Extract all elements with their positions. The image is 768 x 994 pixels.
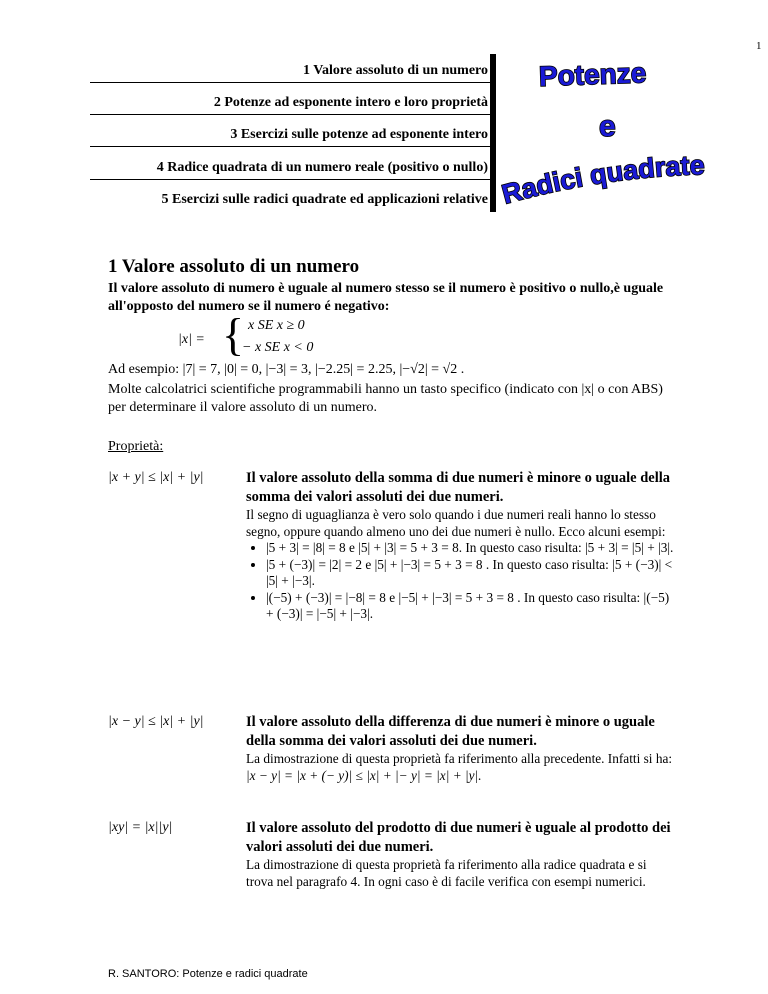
example-item: • |5 + 3| = |8| = 8 e |5| + |3| = 5 + 3 = 8. In questo caso risulta: |5 + 3| = |5| + |3|. <box>266 540 676 557</box>
property-3-body: La dimostrazione di questa proprietà fa riferimento alla radice quadrata e si trova nel paragrafo 4. In ogni caso è di facile verifica con esempi numerici. <box>246 857 647 889</box>
definition-text: Il valore assoluto di numero è uguale al numero stesso se il numero è positivo o nullo,è uguale all'opposto del numero se il numero é negativo: <box>108 281 664 314</box>
property-2-extra: |x − y| = |x + (− y)| ≤ |x| + |− y| = |x| + |y|. <box>246 767 482 783</box>
property-3-heading: Il valore assoluto del prodotto di due numeri è uguale al prodotto dei valori assoluti dei due numeri. <box>246 820 671 855</box>
property-1-description <box>246 469 676 623</box>
example-item: • |(−5) + (−3)| = |−8| = 8 e |−5| + |−3| = 5 + 3 = 8 . In questo caso risulta: |(−5) + (−3)| = |−5| + |−3|. <box>266 590 676 623</box>
title-logo <box>495 52 727 222</box>
logo-line-2: e <box>599 110 616 143</box>
property-3-description <box>246 819 676 890</box>
section-heading: 1 Valore assoluto di un numero <box>108 256 360 277</box>
property-1-examples <box>246 540 676 623</box>
properties-title: Proprietà: <box>108 439 164 454</box>
logo-line-1: Potenze <box>538 57 647 92</box>
property-2-body: La dimostrazione di questa proprietà fa riferimento alla precedente. Infatti si ha: <box>246 751 673 766</box>
toc-item-4[interactable]: 4 Radice quadrata di un numero reale (positivo o nullo) <box>156 160 488 175</box>
property-2-heading: Il valore assoluto della differenza di due numeri è minore o uguale della somma dei valori assoluti dei due numeri. <box>246 714 655 749</box>
toc-rule <box>90 114 490 115</box>
footer-text: R. SANTORO: Potenze e radici quadrate <box>108 968 308 980</box>
logo-line-3: Radici quadrate <box>498 150 706 210</box>
formula-case-2: − x SE x < 0 <box>242 340 314 355</box>
formula-lhs: |x| = <box>178 332 205 347</box>
example-item: • |5 + (−3)| = |2| = 2 e |5| + |−3| = 5 + 3 = 8 . In questo caso risulta: |5 + (−3)| < |5| + |−3|. <box>266 557 676 590</box>
property-1-heading: Il valore assoluto della somma di due numeri è minore o uguale della somma dei valori assoluti dei due numeri. <box>246 470 671 505</box>
property-3-formula: |xy| = |x||y| <box>108 820 173 835</box>
toc-item-5[interactable]: 5 Esercizi sulle radici quadrate ed applicazioni relative <box>161 192 488 207</box>
property-1-formula: |x + y| ≤ |x| + |y| <box>108 470 204 485</box>
property-2-formula: |x − y| ≤ |x| + |y| <box>108 714 204 729</box>
example-text: Ad esempio: |7| = 7, |0| = 0, |−3| = 3, |−2.25| = 2.25, |−√2| = √2 . <box>108 362 465 377</box>
calculator-note: Molte calcolatrici scientifiche programmabili hanno un tasto specifico (indicato con |x| o con ABS) per determinare il valore assoluto di un numero. <box>108 382 663 415</box>
toc-item-2[interactable]: 2 Potenze ad esponente intero e loro proprietà <box>213 95 488 110</box>
toc-rule <box>90 179 490 180</box>
toc-rule <box>90 146 490 147</box>
property-1-body: Il segno di uguaglianza è vero solo quando i due numeri reali hanno lo stesso segno, oppure quando almeno uno dei due numeri è nullo. Ecco alcuni esempi: <box>246 507 666 539</box>
toc-item-1[interactable]: 1 Valore assoluto di un numero <box>302 63 488 78</box>
formula-case-1: x SE x ≥ 0 <box>248 318 305 333</box>
toc-rule <box>90 82 490 83</box>
brace: { <box>222 309 245 360</box>
page-number: 1 <box>756 40 762 52</box>
property-2-description <box>246 713 676 784</box>
toc-item-3[interactable]: 3 Esercizi sulle potenze ad esponente intero <box>230 127 488 142</box>
